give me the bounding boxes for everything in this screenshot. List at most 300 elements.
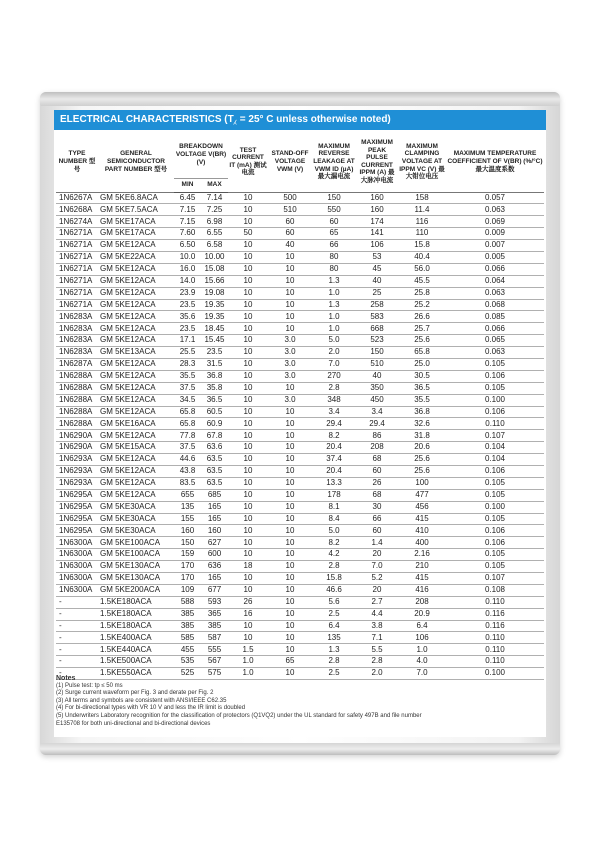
cell-general-part-number: GM 5KE12ACA xyxy=(98,454,174,466)
cell-clamping-voltage: 4.0 xyxy=(398,656,446,668)
cell-type-number: 1N6300A xyxy=(56,549,98,561)
cell-reverse-leakage: 2.0 xyxy=(312,347,356,359)
cell-breakdown-max: 6.55 xyxy=(201,228,228,240)
cell-standoff-voltage: 10 xyxy=(268,632,312,644)
cell-type-number: 1N6295A xyxy=(56,501,98,513)
cell-standoff-voltage: 10 xyxy=(268,525,312,537)
cell-clamping-voltage: 6.4 xyxy=(398,620,446,632)
table-row xyxy=(56,477,544,489)
cell-reverse-leakage: 2.8 xyxy=(312,561,356,573)
cell-reverse-leakage: 1.0 xyxy=(312,311,356,323)
cell-standoff-voltage: 3.0 xyxy=(268,335,312,347)
cell-temperature-coefficient: 0.105 xyxy=(446,477,544,489)
cell-temperature-coefficient: 0.106 xyxy=(446,406,544,418)
cell-peak-pulse-current: 258 xyxy=(356,299,398,311)
cell-clamping-voltage: 416 xyxy=(398,584,446,596)
cell-test-current: 10 xyxy=(228,632,268,644)
cell-general-part-number: 1.5KE550ACA xyxy=(98,668,174,680)
cell-general-part-number: 1.5KE180ACA xyxy=(98,620,174,632)
cell-test-current: 10 xyxy=(228,299,268,311)
cell-temperature-coefficient: 0.116 xyxy=(446,608,544,620)
cell-type-number: 1N6283A xyxy=(56,335,98,347)
cell-temperature-coefficient: 0.069 xyxy=(446,216,544,228)
cell-temperature-coefficient: 0.116 xyxy=(446,620,544,632)
cell-standoff-voltage: 10 xyxy=(268,501,312,513)
cell-type-number: - xyxy=(56,644,98,656)
cell-type-number: 1N6295A xyxy=(56,525,98,537)
note-5: (5) Underwriters Laboratory recognition for the classification of protectors (Q1VQ2) under the UL standard for safety 497B and file number xyxy=(56,712,422,719)
cell-general-part-number: GM 5KE12ACA xyxy=(98,287,174,299)
cell-clamping-voltage: 56.0 xyxy=(398,263,446,275)
cell-clamping-voltage: 40.4 xyxy=(398,251,446,263)
cell-standoff-voltage: 10 xyxy=(268,299,312,311)
cell-breakdown-max: 627 xyxy=(201,537,228,549)
cell-breakdown-min: 77.8 xyxy=(174,430,201,442)
cell-peak-pulse-current: 2.7 xyxy=(356,596,398,608)
cell-general-part-number: GM 5KE15ACA xyxy=(98,442,174,454)
cell-breakdown-min: 35.6 xyxy=(174,311,201,323)
cell-breakdown-max: 15.08 xyxy=(201,263,228,275)
cell-breakdown-max: 385 xyxy=(201,620,228,632)
cell-clamping-voltage: 158 xyxy=(398,192,446,204)
header-breakdown-max: MAX xyxy=(201,178,228,192)
table-row xyxy=(56,584,544,596)
cell-type-number: 1N6274A xyxy=(56,216,98,228)
cell-breakdown-min: 17.1 xyxy=(174,335,201,347)
cell-type-number: 1N6295A xyxy=(56,489,98,501)
cell-clamping-voltage: 1.0 xyxy=(398,644,446,656)
cell-peak-pulse-current: 40 xyxy=(356,275,398,287)
cell-general-part-number: GM 5KE6.8ACA xyxy=(98,192,174,204)
table-row xyxy=(56,335,544,347)
cell-peak-pulse-current: 53 xyxy=(356,251,398,263)
cell-temperature-coefficient: 0.009 xyxy=(446,228,544,240)
header-standoff-voltage: STAND-OFF VOLTAGE VWM (V) xyxy=(268,132,312,192)
cell-breakdown-max: 36.8 xyxy=(201,370,228,382)
cell-standoff-voltage: 60 xyxy=(268,228,312,240)
table-body xyxy=(56,192,544,680)
cell-peak-pulse-current: 45 xyxy=(356,263,398,275)
cell-general-part-number: GM 5KE30ACA xyxy=(98,525,174,537)
cell-reverse-leakage: 5.0 xyxy=(312,335,356,347)
cell-test-current: 10 xyxy=(228,525,268,537)
cell-breakdown-min: 37.5 xyxy=(174,382,201,394)
cell-temperature-coefficient: 0.066 xyxy=(446,323,544,335)
cell-breakdown-min: 34.5 xyxy=(174,394,201,406)
cell-test-current: 10 xyxy=(228,477,268,489)
cell-general-part-number: GM 5KE12ACA xyxy=(98,465,174,477)
cell-reverse-leakage: 2.5 xyxy=(312,668,356,680)
cell-peak-pulse-current: 350 xyxy=(356,382,398,394)
cell-temperature-coefficient: 0.066 xyxy=(446,263,544,275)
cell-type-number: - xyxy=(56,596,98,608)
table-row xyxy=(56,394,544,406)
cell-clamping-voltage: 25.2 xyxy=(398,299,446,311)
cell-temperature-coefficient: 0.064 xyxy=(446,275,544,287)
cell-temperature-coefficient: 0.007 xyxy=(446,240,544,252)
cell-standoff-voltage: 10 xyxy=(268,251,312,263)
cell-general-part-number: GM 5KE17ACA xyxy=(98,216,174,228)
header-test-current: TEST CURRENT IT (mA) 测试电流 xyxy=(228,132,268,192)
cell-type-number: 1N6268A xyxy=(56,204,98,216)
cell-breakdown-max: 685 xyxy=(201,489,228,501)
cell-standoff-voltage: 10 xyxy=(268,584,312,596)
cell-test-current: 10 xyxy=(228,418,268,430)
cell-clamping-voltage: 65.8 xyxy=(398,347,446,359)
cell-reverse-leakage: 270 xyxy=(312,370,356,382)
cell-general-part-number: 1.5KE180ACA xyxy=(98,608,174,620)
cell-type-number: - xyxy=(56,632,98,644)
cell-standoff-voltage: 3.0 xyxy=(268,347,312,359)
cell-standoff-voltage: 510 xyxy=(268,204,312,216)
cell-type-number: 1N6283A xyxy=(56,347,98,359)
cell-peak-pulse-current: 208 xyxy=(356,442,398,454)
cell-type-number: 1N6290A xyxy=(56,430,98,442)
table-row xyxy=(56,263,544,275)
cell-reverse-leakage: 150 xyxy=(312,192,356,204)
datasheet-label xyxy=(54,110,546,737)
cell-breakdown-max: 567 xyxy=(201,656,228,668)
cell-reverse-leakage: 5.6 xyxy=(312,596,356,608)
cell-test-current: 10 xyxy=(228,204,268,216)
cell-clamping-voltage: 26.6 xyxy=(398,311,446,323)
note-2: (2) Surge current waveform per Fig. 3 and derate per Fig. 2 xyxy=(56,690,214,697)
cell-general-part-number: 1.5KE400ACA xyxy=(98,632,174,644)
cell-reverse-leakage: 4.2 xyxy=(312,549,356,561)
cell-breakdown-min: 14.0 xyxy=(174,275,201,287)
table-row xyxy=(56,537,544,549)
cell-type-number: - xyxy=(56,608,98,620)
cell-breakdown-max: 555 xyxy=(201,644,228,656)
cell-standoff-voltage: 10 xyxy=(268,573,312,585)
cell-reverse-leakage: 65 xyxy=(312,228,356,240)
cell-test-current: 26 xyxy=(228,596,268,608)
cell-test-current: 10 xyxy=(228,358,268,370)
cell-breakdown-max: 165 xyxy=(201,501,228,513)
notes-section xyxy=(56,675,544,728)
cell-temperature-coefficient: 0.110 xyxy=(446,632,544,644)
cell-standoff-voltage: 10 xyxy=(268,477,312,489)
cell-breakdown-min: 83.5 xyxy=(174,477,201,489)
cell-breakdown-max: 35.8 xyxy=(201,382,228,394)
cell-temperature-coefficient: 0.110 xyxy=(446,418,544,430)
cell-temperature-coefficient: 0.105 xyxy=(446,358,544,370)
cell-test-current: 10 xyxy=(228,501,268,513)
cell-breakdown-min: 155 xyxy=(174,513,201,525)
cell-general-part-number: GM 5KE16ACA xyxy=(98,418,174,430)
cell-breakdown-min: 150 xyxy=(174,537,201,549)
cell-breakdown-max: 19.35 xyxy=(201,311,228,323)
table-row xyxy=(56,454,544,466)
cell-clamping-voltage: 100 xyxy=(398,477,446,489)
cell-standoff-voltage: 10 xyxy=(268,263,312,275)
cell-breakdown-max: 7.14 xyxy=(201,192,228,204)
header-breakdown-min: MIN xyxy=(174,178,201,192)
cell-peak-pulse-current: 86 xyxy=(356,430,398,442)
cell-peak-pulse-current: 25 xyxy=(356,287,398,299)
cell-temperature-coefficient: 0.100 xyxy=(446,394,544,406)
cell-reverse-leakage: 80 xyxy=(312,263,356,275)
cell-peak-pulse-current: 5.5 xyxy=(356,644,398,656)
cell-breakdown-min: 28.3 xyxy=(174,358,201,370)
cell-general-part-number: GM 5KE12ACA xyxy=(98,394,174,406)
cell-general-part-number: GM 5KE130ACA xyxy=(98,573,174,585)
cell-breakdown-min: 65.8 xyxy=(174,418,201,430)
cell-type-number: 1N6293A xyxy=(56,465,98,477)
table-row xyxy=(56,465,544,477)
cell-general-part-number: GM 5KE12ACA xyxy=(98,477,174,489)
cell-standoff-voltage: 10 xyxy=(268,442,312,454)
cell-breakdown-min: 385 xyxy=(174,620,201,632)
table-row xyxy=(56,525,544,537)
notes-title: Notes xyxy=(56,675,76,682)
cell-general-part-number: GM 5KE100ACA xyxy=(98,537,174,549)
table-row xyxy=(56,299,544,311)
cell-general-part-number: GM 5KE13ACA xyxy=(98,347,174,359)
cell-reverse-leakage: 348 xyxy=(312,394,356,406)
cell-temperature-coefficient: 0.107 xyxy=(446,430,544,442)
cell-test-current: 10 xyxy=(228,263,268,275)
cell-reverse-leakage: 8.1 xyxy=(312,501,356,513)
cell-breakdown-max: 23.5 xyxy=(201,347,228,359)
cell-reverse-leakage: 1.3 xyxy=(312,299,356,311)
cell-type-number: 1N6267A xyxy=(56,192,98,204)
cell-test-current: 10 xyxy=(228,513,268,525)
cell-temperature-coefficient: 0.110 xyxy=(446,644,544,656)
cell-breakdown-min: 16.0 xyxy=(174,263,201,275)
cell-peak-pulse-current: 5.2 xyxy=(356,573,398,585)
cell-test-current: 10 xyxy=(228,489,268,501)
cell-peak-pulse-current: 583 xyxy=(356,311,398,323)
cell-breakdown-max: 677 xyxy=(201,584,228,596)
cell-temperature-coefficient: 0.105 xyxy=(446,382,544,394)
cell-test-current: 16 xyxy=(228,608,268,620)
cell-peak-pulse-current: 60 xyxy=(356,465,398,477)
cell-breakdown-min: 160 xyxy=(174,525,201,537)
cell-peak-pulse-current: 668 xyxy=(356,323,398,335)
cell-type-number: 1N6288A xyxy=(56,406,98,418)
cell-peak-pulse-current: 106 xyxy=(356,240,398,252)
cell-peak-pulse-current: 523 xyxy=(356,335,398,347)
cell-general-part-number: GM 5KE7.5ACA xyxy=(98,204,174,216)
table-row xyxy=(56,204,544,216)
cell-reverse-leakage: 550 xyxy=(312,204,356,216)
cell-standoff-voltage: 3.0 xyxy=(268,358,312,370)
cell-type-number: 1N6271A xyxy=(56,240,98,252)
cell-standoff-voltage: 3.0 xyxy=(268,370,312,382)
table-row xyxy=(56,370,544,382)
cell-clamping-voltage: 410 xyxy=(398,525,446,537)
cell-test-current: 18 xyxy=(228,561,268,573)
cell-standoff-voltage: 10 xyxy=(268,287,312,299)
cell-clamping-voltage: 15.8 xyxy=(398,240,446,252)
cell-peak-pulse-current: 160 xyxy=(356,192,398,204)
cell-standoff-voltage: 500 xyxy=(268,192,312,204)
table-row xyxy=(56,513,544,525)
cell-breakdown-min: 109 xyxy=(174,584,201,596)
cell-general-part-number: GM 5KE12ACA xyxy=(98,358,174,370)
cell-temperature-coefficient: 0.106 xyxy=(446,370,544,382)
cell-reverse-leakage: 3.4 xyxy=(312,406,356,418)
cell-type-number: 1N6295A xyxy=(56,513,98,525)
can-top-rim xyxy=(40,92,560,106)
cell-clamping-voltage: 36.5 xyxy=(398,382,446,394)
cell-breakdown-min: 44.6 xyxy=(174,454,201,466)
cell-clamping-voltage: 25.8 xyxy=(398,287,446,299)
cell-temperature-coefficient: 0.100 xyxy=(446,668,544,680)
cell-peak-pulse-current: 7.0 xyxy=(356,561,398,573)
cell-breakdown-max: 165 xyxy=(201,573,228,585)
cell-breakdown-min: 7.15 xyxy=(174,216,201,228)
cell-peak-pulse-current: 66 xyxy=(356,513,398,525)
cell-peak-pulse-current: 3.8 xyxy=(356,620,398,632)
cell-reverse-leakage: 46.6 xyxy=(312,584,356,596)
cell-breakdown-max: 60.9 xyxy=(201,418,228,430)
cell-standoff-voltage: 40 xyxy=(268,240,312,252)
cell-standoff-voltage: 10 xyxy=(268,430,312,442)
cell-breakdown-min: 25.5 xyxy=(174,347,201,359)
cell-breakdown-min: 170 xyxy=(174,561,201,573)
table-row xyxy=(56,596,544,608)
cell-breakdown-max: 19.08 xyxy=(201,287,228,299)
table-row xyxy=(56,192,544,204)
cell-reverse-leakage: 2.8 xyxy=(312,382,356,394)
cell-type-number: 1N6271A xyxy=(56,287,98,299)
cell-breakdown-max: 19.35 xyxy=(201,299,228,311)
cell-breakdown-max: 593 xyxy=(201,596,228,608)
cell-test-current: 1.5 xyxy=(228,644,268,656)
cell-breakdown-min: 159 xyxy=(174,549,201,561)
table-row xyxy=(56,216,544,228)
cell-reverse-leakage: 29.4 xyxy=(312,418,356,430)
table-row xyxy=(56,418,544,430)
cell-type-number: 1N6300A xyxy=(56,584,98,596)
cell-breakdown-max: 6.98 xyxy=(201,216,228,228)
cell-test-current: 10 xyxy=(228,311,268,323)
cell-breakdown-min: 10.0 xyxy=(174,251,201,263)
cell-test-current: 10 xyxy=(228,549,268,561)
table-row xyxy=(56,406,544,418)
cell-general-part-number: GM 5KE17ACA xyxy=(98,228,174,240)
cell-breakdown-max: 600 xyxy=(201,549,228,561)
table-row xyxy=(56,382,544,394)
cell-breakdown-max: 18.45 xyxy=(201,323,228,335)
cell-reverse-leakage: 60 xyxy=(312,216,356,228)
cell-breakdown-min: 585 xyxy=(174,632,201,644)
cell-breakdown-min: 35.5 xyxy=(174,370,201,382)
cell-reverse-leakage: 1.3 xyxy=(312,644,356,656)
cell-breakdown-max: 67.8 xyxy=(201,430,228,442)
cell-reverse-leakage: 66 xyxy=(312,240,356,252)
table-row xyxy=(56,573,544,585)
cell-standoff-voltage: 65 xyxy=(268,656,312,668)
cell-type-number: 1N6271A xyxy=(56,251,98,263)
cell-breakdown-max: 165 xyxy=(201,513,228,525)
table-row xyxy=(56,347,544,359)
cell-clamping-voltage: 106 xyxy=(398,632,446,644)
cell-type-number: 1N6293A xyxy=(56,454,98,466)
cell-type-number: 1N6288A xyxy=(56,394,98,406)
header-breakdown-voltage: BREAKDOWN VOLTAGE V(BR) (V) xyxy=(174,132,228,178)
cell-reverse-leakage: 37.4 xyxy=(312,454,356,466)
cell-reverse-leakage: 2.8 xyxy=(312,656,356,668)
cell-clamping-voltage: 20.9 xyxy=(398,608,446,620)
cell-reverse-leakage: 8.2 xyxy=(312,537,356,549)
cell-test-current: 1.0 xyxy=(228,656,268,668)
cell-breakdown-min: 588 xyxy=(174,596,201,608)
cell-breakdown-max: 63.5 xyxy=(201,465,228,477)
cell-breakdown-max: 365 xyxy=(201,608,228,620)
cell-general-part-number: 1.5KE440ACA xyxy=(98,644,174,656)
cell-type-number: 1N6288A xyxy=(56,370,98,382)
cell-clamping-voltage: 2.16 xyxy=(398,549,446,561)
cell-clamping-voltage: 210 xyxy=(398,561,446,573)
cell-type-number: 1N6271A xyxy=(56,275,98,287)
header-peak-pulse-current: MAXIMUM PEAK PULSE CURRENT IPPM (A) 最大脉冲电流 xyxy=(356,132,398,192)
cell-reverse-leakage: 8.4 xyxy=(312,513,356,525)
cell-test-current: 1.0 xyxy=(228,668,268,680)
cell-temperature-coefficient: 0.063 xyxy=(446,204,544,216)
table-row xyxy=(56,632,544,644)
cell-temperature-coefficient: 0.057 xyxy=(446,192,544,204)
cell-type-number: 1N6287A xyxy=(56,358,98,370)
cell-reverse-leakage: 13.3 xyxy=(312,477,356,489)
cell-test-current: 10 xyxy=(228,240,268,252)
cell-standoff-voltage: 10 xyxy=(268,311,312,323)
cell-breakdown-max: 15.66 xyxy=(201,275,228,287)
cell-temperature-coefficient: 0.105 xyxy=(446,549,544,561)
cell-test-current: 10 xyxy=(228,275,268,287)
cell-breakdown-min: 135 xyxy=(174,501,201,513)
cell-breakdown-max: 10.00 xyxy=(201,251,228,263)
cell-general-part-number: GM 5KE12ACA xyxy=(98,323,174,335)
header-general-part-number: GENERAL SEMICONDUCTOR PART NUMBER 型号 xyxy=(98,132,174,192)
cell-temperature-coefficient: 0.085 xyxy=(446,311,544,323)
cell-peak-pulse-current: 7.1 xyxy=(356,632,398,644)
table-row xyxy=(56,442,544,454)
cell-test-current: 10 xyxy=(228,335,268,347)
table-row xyxy=(56,323,544,335)
cell-reverse-leakage: 1.3 xyxy=(312,275,356,287)
cell-standoff-voltage: 10 xyxy=(268,275,312,287)
cell-standoff-voltage: 10 xyxy=(268,454,312,466)
cell-breakdown-min: 525 xyxy=(174,668,201,680)
table-row xyxy=(56,287,544,299)
cell-temperature-coefficient: 0.105 xyxy=(446,561,544,573)
cell-peak-pulse-current: 150 xyxy=(356,347,398,359)
cell-peak-pulse-current: 68 xyxy=(356,454,398,466)
cell-general-part-number: GM 5KE130ACA xyxy=(98,561,174,573)
cell-test-current: 50 xyxy=(228,228,268,240)
cell-standoff-voltage: 10 xyxy=(268,668,312,680)
cell-type-number: 1N6283A xyxy=(56,323,98,335)
cell-peak-pulse-current: 4.4 xyxy=(356,608,398,620)
cell-peak-pulse-current: 68 xyxy=(356,489,398,501)
cell-clamping-voltage: 25.7 xyxy=(398,323,446,335)
cell-type-number: - xyxy=(56,620,98,632)
cell-breakdown-max: 636 xyxy=(201,561,228,573)
cell-standoff-voltage: 10 xyxy=(268,596,312,608)
table-row xyxy=(56,275,544,287)
table-row xyxy=(56,644,544,656)
table-row xyxy=(56,489,544,501)
cell-clamping-voltage: 31.8 xyxy=(398,430,446,442)
cell-peak-pulse-current: 3.4 xyxy=(356,406,398,418)
cell-clamping-voltage: 45.5 xyxy=(398,275,446,287)
cell-general-part-number: GM 5KE12ACA xyxy=(98,370,174,382)
cell-standoff-voltage: 10 xyxy=(268,549,312,561)
cell-test-current: 10 xyxy=(228,382,268,394)
